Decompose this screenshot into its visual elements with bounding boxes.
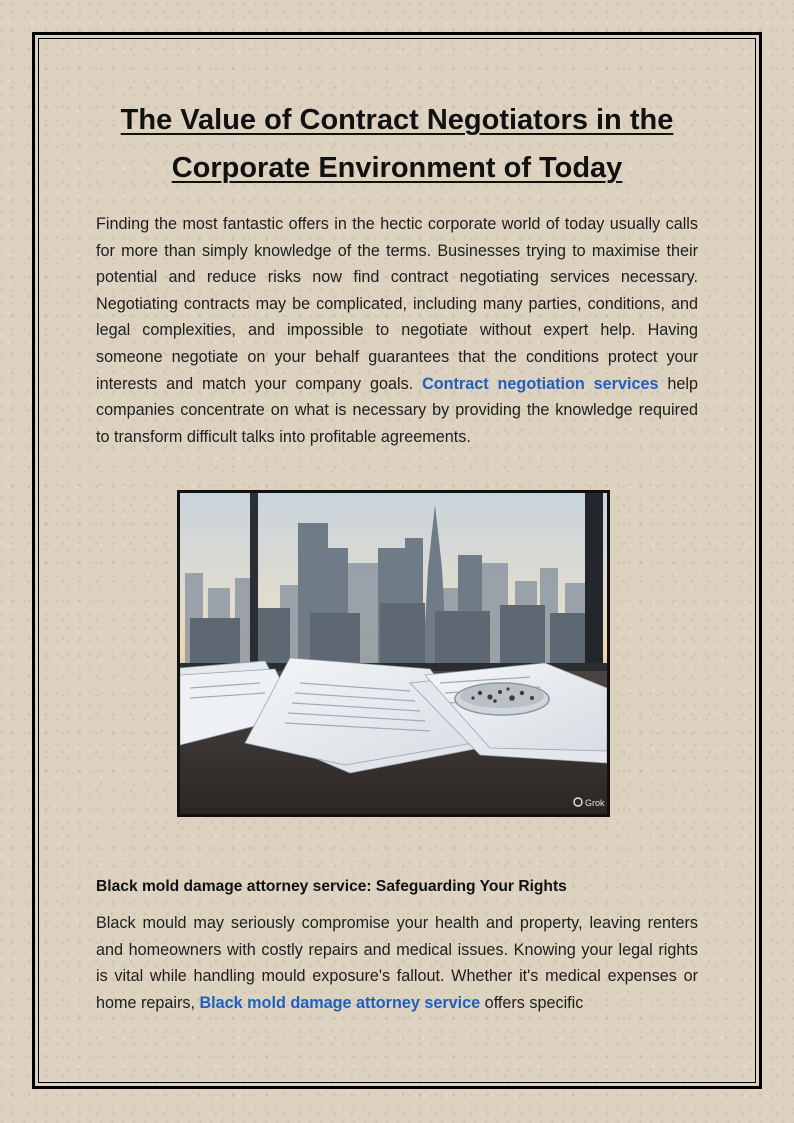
office-skyline-photo bbox=[177, 490, 610, 817]
title-line-1: The Value of Contract Negotiators in the bbox=[120, 104, 674, 136]
intro-text-end: help companies concentrate on what is necessary by providing the knowledge required to transform difficult talks into profitable agreements. bbox=[96, 374, 698, 446]
black-mold-damage-attorney-service-link[interactable]: Black mold damage attorney service bbox=[199, 993, 481, 1012]
contract-negotiation-services-link[interactable]: Contract negotiation services bbox=[422, 374, 659, 393]
title-line-2: Corporate Environment of Today bbox=[171, 152, 623, 184]
section-paragraph bbox=[96, 910, 698, 1016]
intro-text-start: Finding the most fantastic offers in the hectic corporate world of today usually calls for more than simply knowledge of the terms. Businesses trying to maximise their potential and reduce risks now find contract negotiating services necessary. Negotiating contracts may be complicated, including many parties, conditions, and legal complexities, and impossible to negotiate without expert help. Having someone negotiate on your behalf guarantees that the conditions protect your interests and match your company goals. bbox=[96, 215, 698, 393]
section-text-end: offers specific bbox=[480, 993, 584, 1012]
grok-watermark: Grok bbox=[585, 798, 605, 808]
document-body bbox=[96, 96, 698, 450]
intro-paragraph bbox=[96, 211, 698, 450]
photo-illustration bbox=[180, 493, 607, 814]
page-title bbox=[96, 96, 698, 192]
section-text-start: Black mould may seriously compromise your health and property, leaving renters and homeowners with costly repairs and medical issues. Knowing your legal rights is vital while handling mould exposure's fallout. Whether it's medical expenses or home repairs, bbox=[96, 914, 698, 1012]
section-heading: Black mold damage attorney service: Safeguarding Your Rights bbox=[96, 878, 567, 895]
